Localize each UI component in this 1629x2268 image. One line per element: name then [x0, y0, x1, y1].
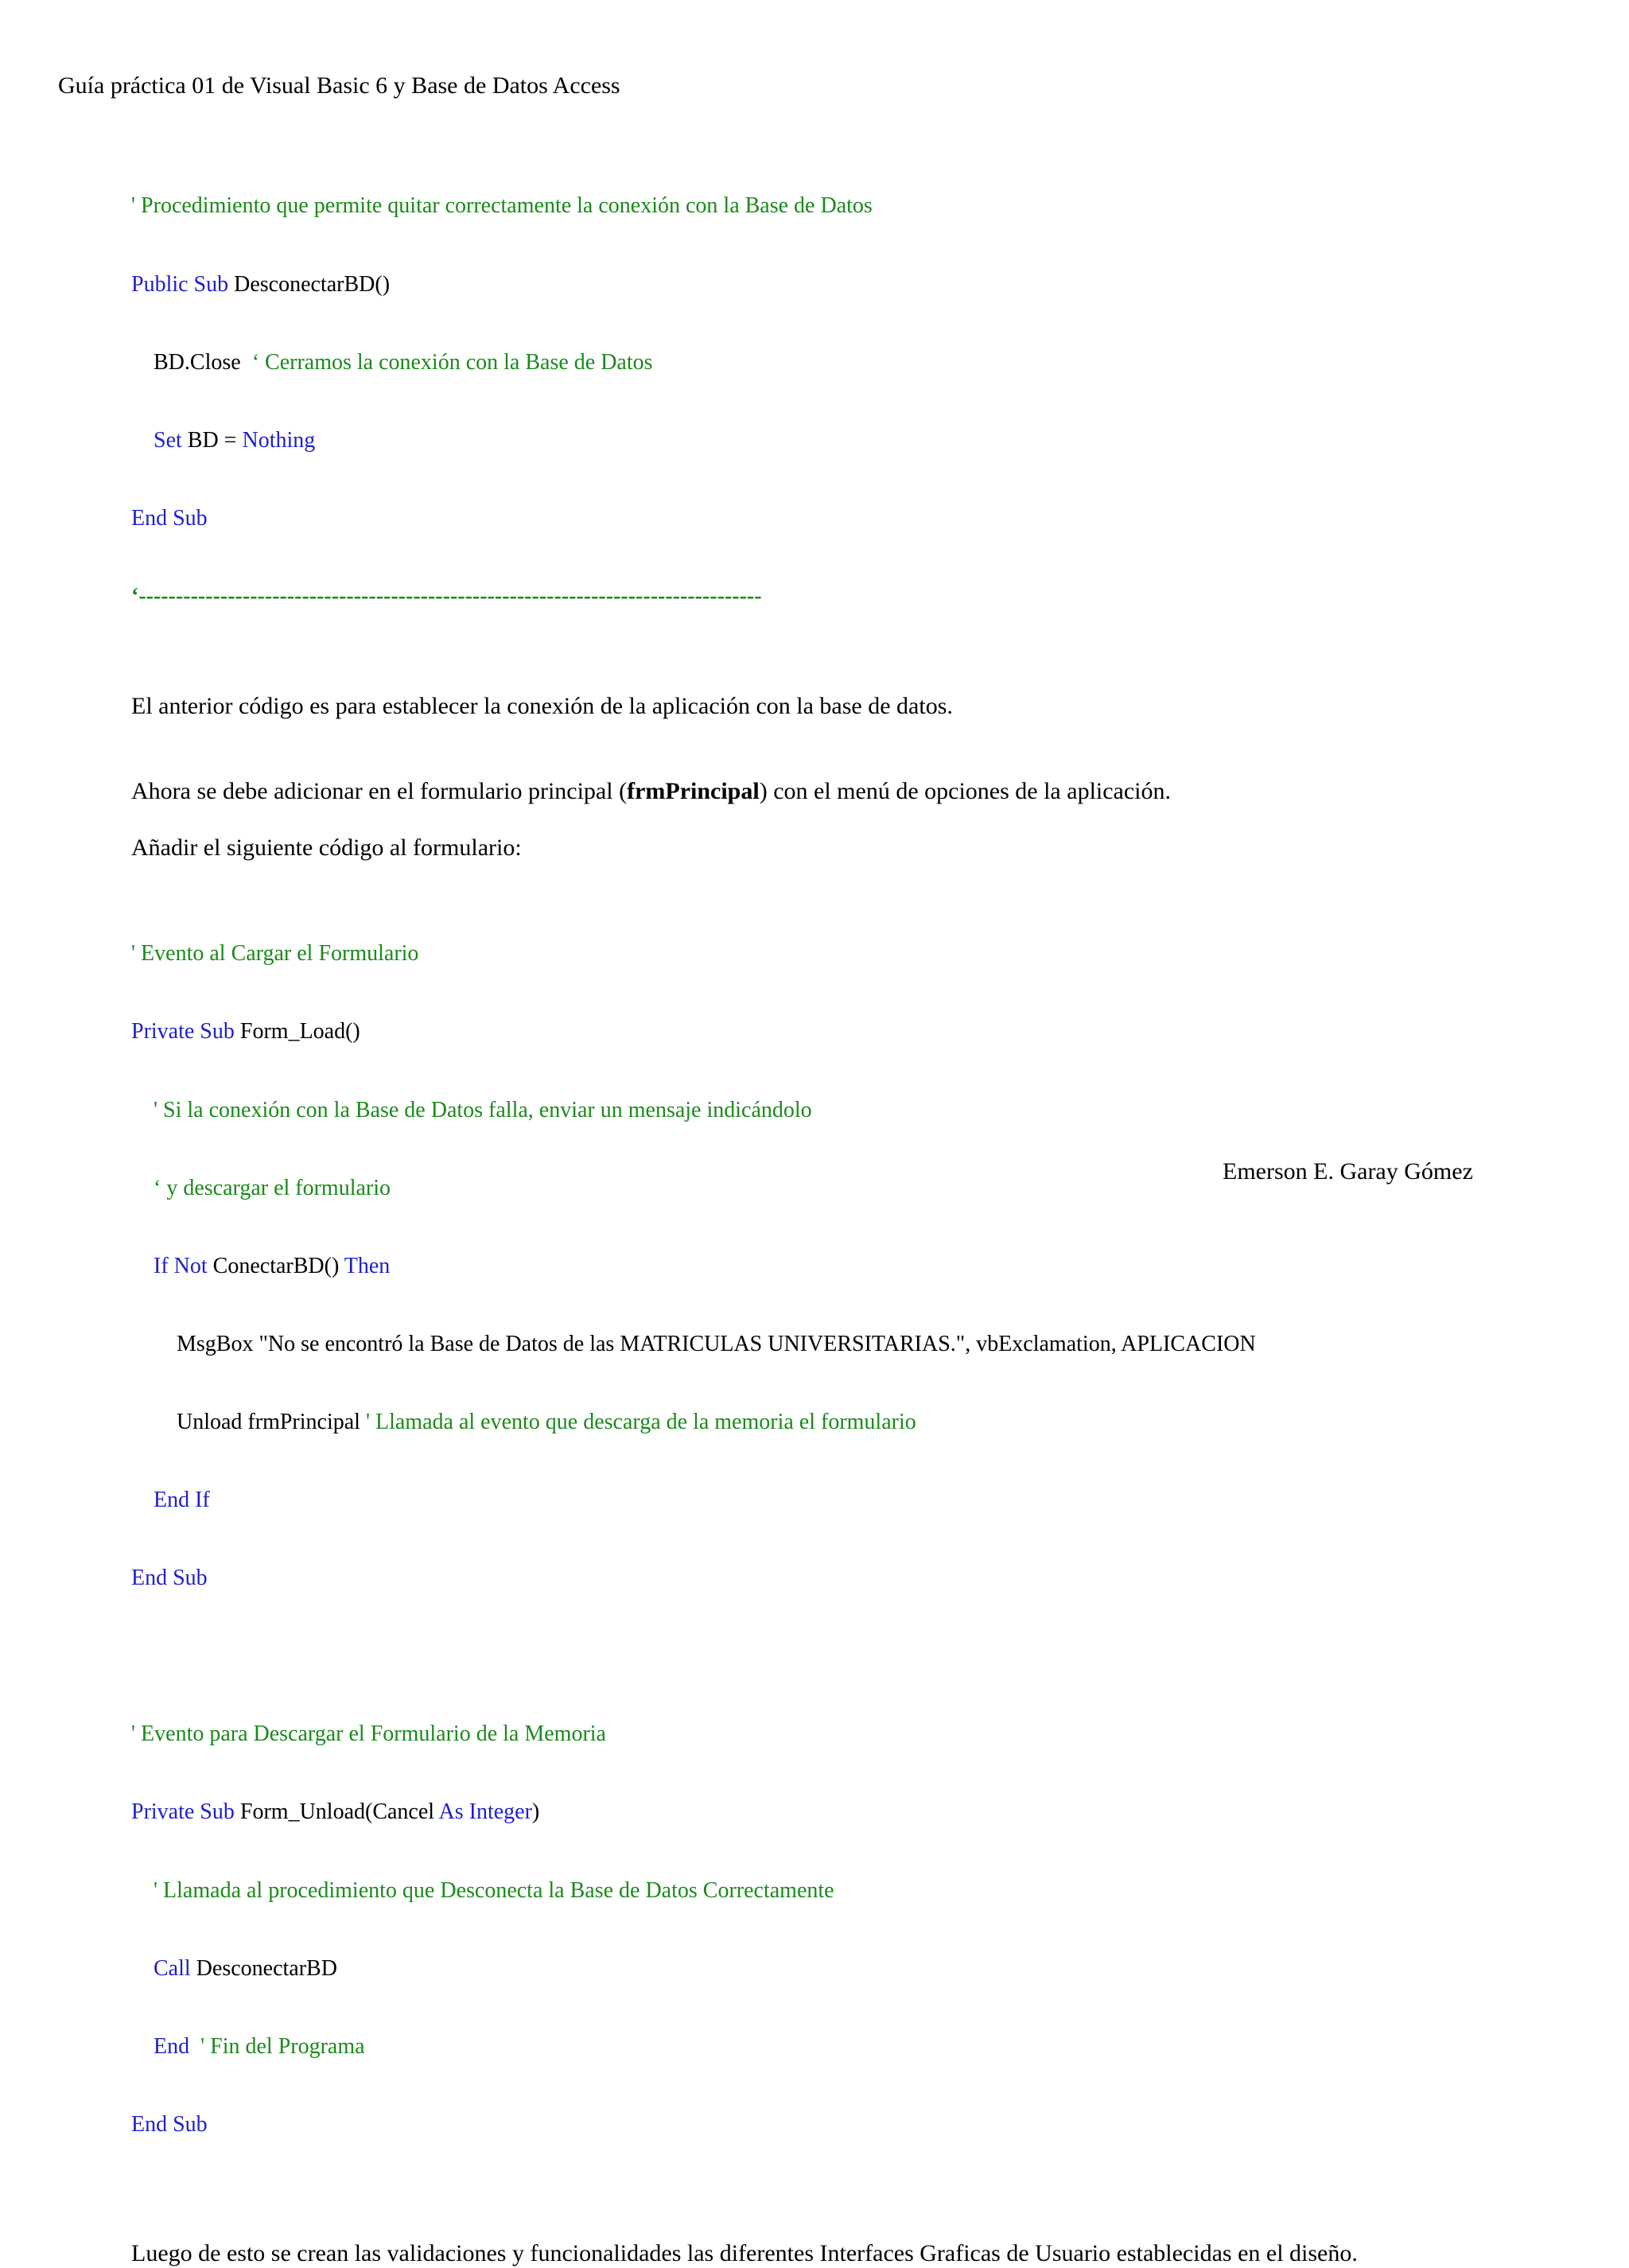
- code-end-sub: End Sub: [131, 1566, 208, 1591]
- code-line: [131, 1254, 1595, 1280]
- code-keyword: End: [154, 2033, 190, 2059]
- code-line: [131, 2034, 1595, 2060]
- code-keyword: Private Sub: [131, 1019, 235, 1045]
- code-blank-line: [131, 1644, 1595, 1670]
- code-text: BD =: [181, 427, 243, 453]
- code-comment: ' Procedimiento que permite quitar correctamente la conexión con la Base de Datos: [131, 193, 873, 219]
- code-keyword: Public Sub: [131, 271, 229, 297]
- code-text: ): [531, 1799, 540, 1825]
- paragraph-validations: Luego de esto se crean las validaciones y funcionalidades las diferentes Interfaces Graficas de Usuario establecidas en el diseño.: [131, 2239, 1358, 2266]
- code-text: BD.Close: [154, 349, 252, 375]
- code-line: [131, 350, 1595, 376]
- code-end-sub: End Sub: [131, 505, 208, 531]
- page-header-title: Guía práctica 01 de Visual Basic 6 y Base de Datos Access: [58, 72, 620, 99]
- code-text: MsgBox "No se encontró la Base de Datos de las MATRICULAS UNIVERSITARIAS.", vbExclamation, APLICACION: [177, 1331, 1256, 1356]
- code-comment: ‘ y descargar el formulario: [154, 1175, 391, 1200]
- code-text: Form_Load(): [234, 1019, 360, 1045]
- code-block-form-load: [131, 889, 1595, 2190]
- code-line: [131, 1799, 1595, 1826]
- code-comment: ' Fin del Programa: [189, 2033, 365, 2059]
- code-comment: ‘ Cerramos la conexión con la Base de Datos: [251, 349, 653, 375]
- code-keyword: Set: [154, 427, 182, 453]
- code-separator: ‘------------------------------------------------------------------------------------: [131, 583, 762, 609]
- paragraph-connection-note: El anterior código es para establecer la conexión de la aplicación con la base de datos.: [131, 692, 953, 719]
- paragraph-add-code: Añadir el siguiente código al formulario:: [131, 834, 522, 861]
- code-end-sub: End Sub: [131, 2111, 208, 2137]
- code-text: Unload frmPrincipal: [177, 1409, 366, 1434]
- paragraph-bold-form-name: frmPrincipal: [627, 777, 760, 804]
- code-line: [131, 1410, 1595, 1436]
- code-keyword: Then: [344, 1253, 391, 1278]
- paragraph-text: Ahora se debe adicionar en el formulario principal (: [131, 777, 628, 804]
- code-text: Form_Unload(Cancel: [234, 1799, 439, 1825]
- paragraph-add-menu: [131, 777, 1595, 806]
- code-keyword: As Integer: [438, 1799, 532, 1825]
- code-line: [131, 1956, 1595, 1982]
- code-line: [131, 272, 1595, 298]
- code-comment: ' Evento para Descargar el Formulario de la Memoria: [131, 1721, 606, 1747]
- code-comment: ' Evento al Cargar el Formulario: [131, 941, 419, 967]
- code-comment: ' Si la conexión con la Base de Datos falla, enviar un mensaje indicándolo: [154, 1097, 812, 1122]
- code-block-desconectar: [131, 142, 1595, 662]
- page-footer-author: Emerson E. Garay Gómez: [1223, 1158, 1473, 1185]
- code-end-if: End If: [154, 1488, 210, 1513]
- code-line: [131, 428, 1595, 454]
- code-text: ConectarBD(): [207, 1253, 344, 1278]
- page-content: [131, 142, 1595, 2268]
- code-text: DesconectarBD: [190, 1955, 337, 1981]
- paragraph-text: ) con el menú de opciones de la aplicación.: [759, 777, 1172, 804]
- code-text: DesconectarBD(): [228, 271, 391, 297]
- code-keyword: If Not: [154, 1253, 208, 1278]
- code-keyword: Call: [154, 1955, 191, 1981]
- code-line: [131, 1019, 1595, 1045]
- code-keyword: Nothing: [242, 427, 316, 453]
- code-keyword: Private Sub: [131, 1799, 235, 1825]
- code-comment: ' Llamada al procedimiento que Desconecta la Base de Datos Correctamente: [154, 1877, 834, 1903]
- code-comment: ' Llamada al evento que descarga de la memoria el formulario: [365, 1409, 916, 1434]
